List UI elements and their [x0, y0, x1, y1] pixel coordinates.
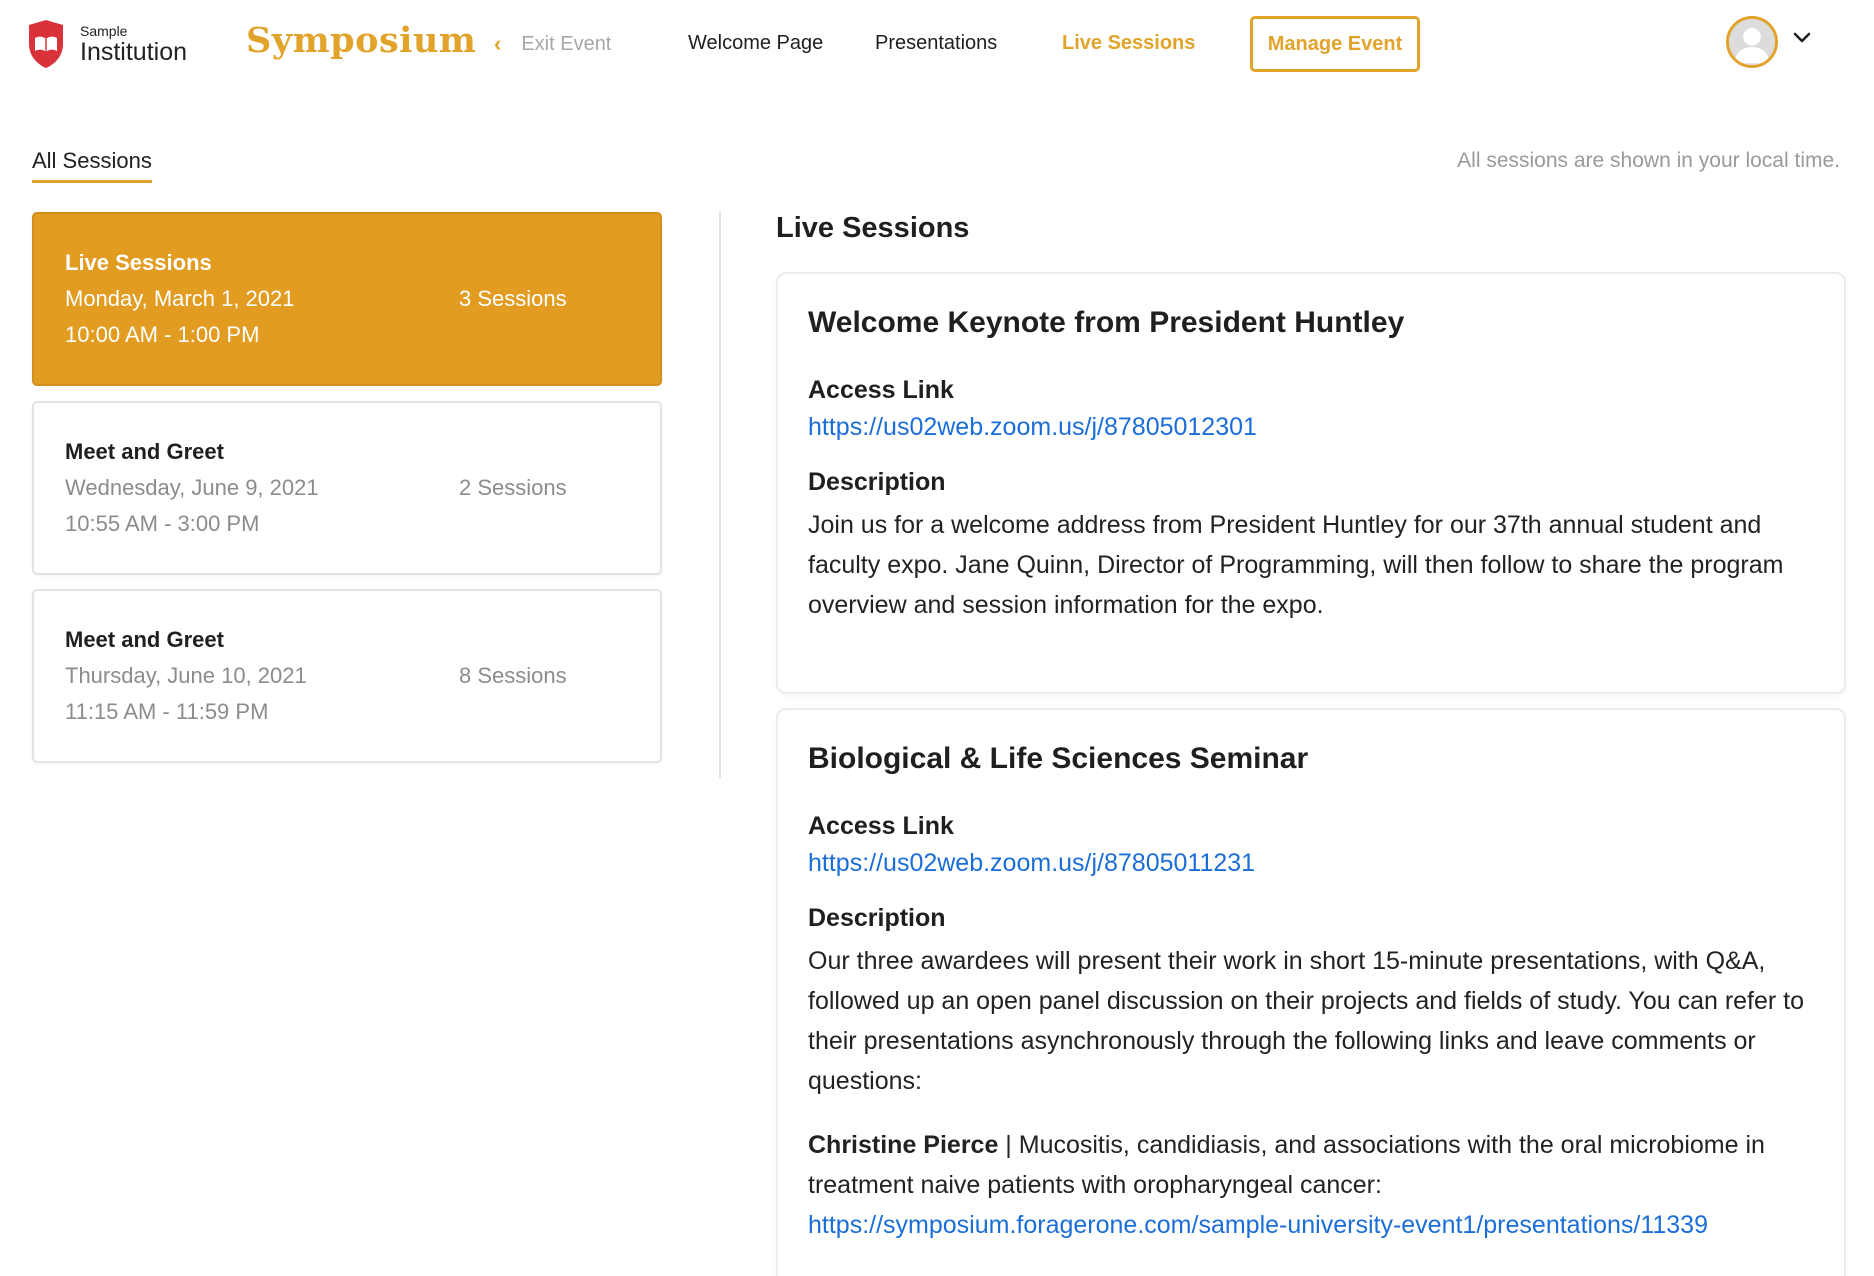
- manage-event-button[interactable]: Manage Event: [1250, 16, 1420, 72]
- chevron-down-icon[interactable]: [1792, 30, 1812, 46]
- session-group-count: 3 Sessions: [459, 286, 567, 311]
- session-detail-card: [776, 272, 1846, 694]
- event-brand-title: Symposium: [246, 20, 477, 61]
- session-group-title: Meet and Greet: [65, 627, 224, 652]
- session-group-time: 10:00 AM - 1:00 PM: [65, 322, 260, 347]
- session-access-link[interactable]: https://us02web.zoom.us/j/87805012301: [808, 413, 1257, 441]
- session-group-time: 10:55 AM - 3:00 PM: [65, 511, 260, 536]
- session-group-time: 11:15 AM - 11:59 PM: [65, 699, 269, 724]
- logo-small-text: Sample: [80, 22, 128, 39]
- nav-live-sessions[interactable]: Live Sessions: [1062, 32, 1196, 54]
- session-group-date: Monday, March 1, 2021: [65, 286, 295, 311]
- nav-welcome-page[interactable]: Welcome Page: [688, 32, 824, 54]
- session-description: Our three awardees will present their work in short 15-minute presentations, with Q&A, followed up an open panel discussion on their projects and fields of study. You can refer to their presentations asynchronously through the following links and leave comments or questions:: [808, 947, 1805, 1095]
- exit-event-link[interactable]: [494, 31, 611, 57]
- column-divider: [719, 212, 721, 778]
- presenter-topic: Mucositis, candidiasis, and associations with the oral microbiome in treatment naive patients with oropharyngeal cancer:: [808, 1131, 1765, 1199]
- session-group-date: Thursday, June 10, 2021: [65, 663, 307, 688]
- presenter-name: Christine Pierce: [808, 1131, 999, 1159]
- session-group-date: Wednesday, June 9, 2021: [65, 475, 319, 500]
- user-avatar-icon[interactable]: [1726, 16, 1778, 68]
- session-group-title: Live Sessions: [65, 250, 212, 275]
- description-label: Description: [808, 904, 946, 932]
- presenter-entry: [808, 1125, 1814, 1245]
- session-group-card[interactable]: [32, 401, 662, 575]
- chevron-left-icon: ‹: [494, 31, 502, 56]
- institution-logo[interactable]: [26, 18, 187, 70]
- local-time-note: All sessions are shown in your local time.: [1457, 149, 1840, 172]
- session-description: Join us for a welcome address from President Huntley for our 37th annual student and faculty expo. Jane Quinn, Director of Programming, will then follow to share the program overview and session information for the expo.: [808, 511, 1784, 619]
- session-group-count: 2 Sessions: [459, 475, 567, 500]
- shield-book-icon: [26, 18, 66, 70]
- access-link-label: Access Link: [808, 376, 954, 404]
- access-link-label: Access Link: [808, 812, 954, 840]
- session-title: Biological & Life Sciences Seminar: [808, 742, 1309, 775]
- nav-presentations[interactable]: Presentations: [875, 32, 998, 54]
- session-group-card[interactable]: [32, 589, 662, 763]
- detail-section-title: Live Sessions: [776, 212, 970, 244]
- session-group-count: 8 Sessions: [459, 663, 567, 688]
- description-label: Description: [808, 468, 946, 496]
- session-detail-card: [776, 708, 1846, 1276]
- session-title: Welcome Keynote from President Huntley: [808, 306, 1405, 339]
- presentation-link[interactable]: https://symposium.foragerone.com/sample-university-event1/presentations/11339: [808, 1211, 1708, 1239]
- session-group-card[interactable]: [32, 212, 662, 386]
- exit-event-label: Exit Event: [521, 32, 612, 55]
- session-access-link[interactable]: https://us02web.zoom.us/j/87805011231: [808, 849, 1256, 877]
- presenter-separator: |: [998, 1131, 1019, 1159]
- session-group-title: Meet and Greet: [65, 439, 224, 464]
- logo-big-text: Institution: [80, 37, 188, 66]
- tab-all-sessions[interactable]: All Sessions: [32, 148, 152, 183]
- top-nav-bar: [0, 0, 1874, 90]
